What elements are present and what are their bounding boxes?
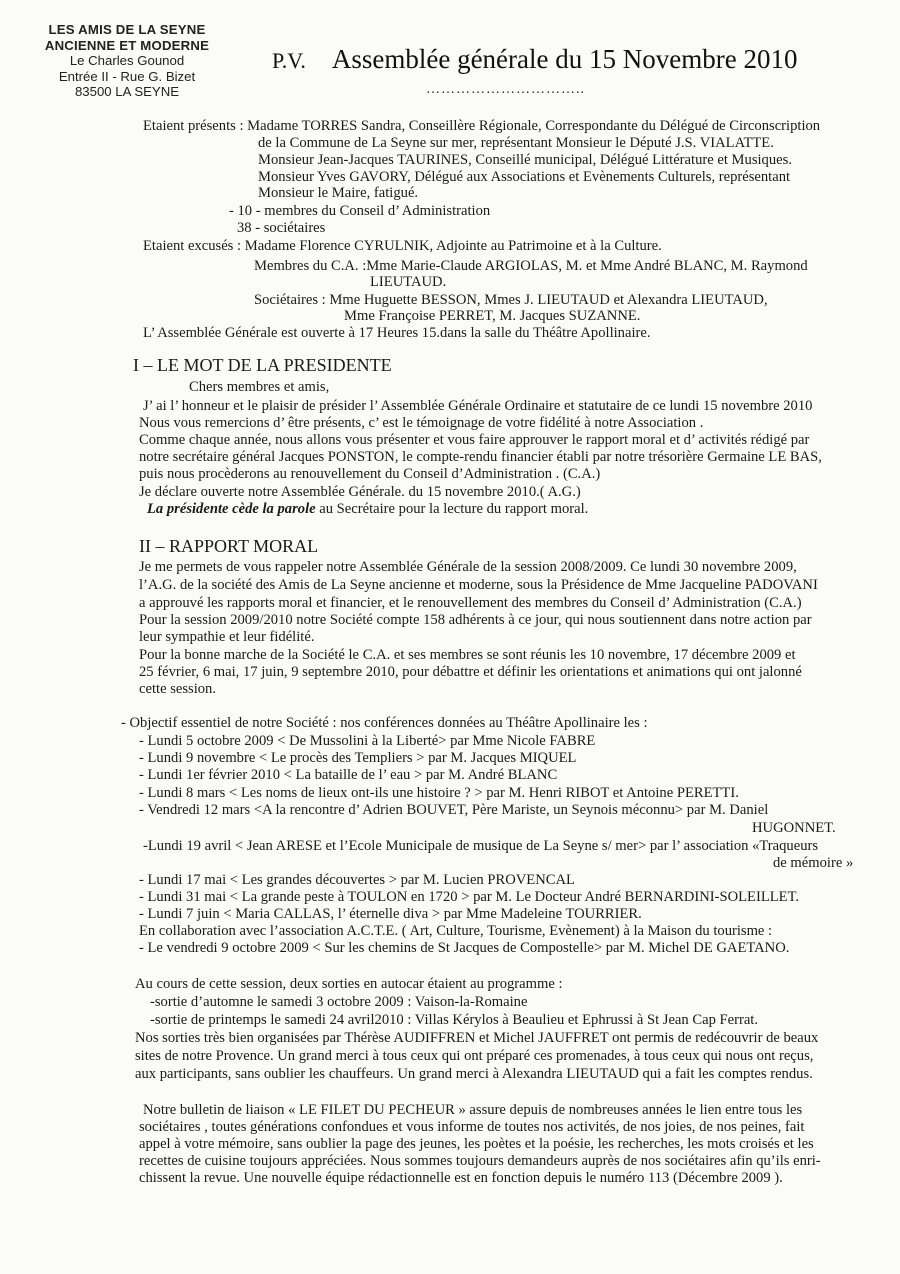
text-line: - 10 - membres du Conseil d’ Administration — [229, 203, 491, 219]
organization-letterhead — [22, 22, 232, 100]
org-address-line-1: Le Charles Gounod — [69, 53, 185, 68]
text-line: Comme chaque année, nous allons vous présenter et vous faire approuver le rapport moral et d’ activités rédigé par — [139, 432, 810, 448]
text-line: leur sympathie et leur fidélité. — [139, 629, 315, 645]
text-line: sites de notre Provence. Un grand merci à tous ceux qui ont préparé ces promenades, à tous ceux qui nous ont reçus, — [135, 1048, 814, 1064]
text-line: Chers membres et amis, — [189, 379, 330, 395]
text-line: l’A.G. de la société des Amis de La Seyne ancienne et moderne, sous la Présidence de Mme Jacqueline PADOVANI — [139, 577, 818, 593]
text-line: Nous vous remercions d’ être présents, c’ est le témoignage de votre fidélité à notre Association . — [139, 415, 704, 431]
text-line: - Objectif essentiel de notre Société : nos conférences données au Théâtre Apollinaire les : — [121, 715, 648, 731]
text-line: -sortie d’automne le samedi 3 octobre 2009 : Vaison-la-Romaine — [150, 994, 528, 1010]
text-line: - Lundi 17 mai < Les grandes découvertes > par M. Lucien PROVENCAL — [139, 872, 575, 888]
text-line: - Vendredi 12 mars <A la rencontre d’ Adrien BOUVET, Père Mariste, un Seynois méconnu> par M. Daniel — [139, 802, 769, 818]
text-line: Je me permets de vous rappeler notre Assemblée Générale de la session 2008/2009. Ce lundi 30 novembre 2009, — [139, 559, 797, 575]
org-address-line-3: 83500 LA SEYNE — [74, 84, 180, 99]
text-line: aux participants, sans oublier les chauffeurs. Un grand merci à Alexandra LIEUTAUD qui a fait les comptes rendus. — [135, 1066, 813, 1082]
title-text: Assemblée générale du 15 Novembre 2010 — [331, 44, 798, 74]
text-line: - Lundi 1er février 2010 < La bataille de l’ eau > par M. André BLANC — [139, 767, 558, 783]
text-line: HUGONNET. — [752, 820, 836, 836]
text-line: cette session. — [139, 681, 217, 697]
text-line: Monsieur le Maire, fatigué. — [258, 185, 419, 201]
text-line: En collaboration avec l’association A.C.T.E. ( Art, Culture, Tourisme, Evènement) à la Maison du tourisme : — [139, 923, 773, 939]
emphasis-text: La présidente cède la parole — [147, 501, 316, 517]
text-line: Sociétaires : Mme Huguette BESSON, Mmes J. LIEUTAUD et Alexandra LIEUTAUD, — [254, 292, 768, 308]
org-address-line-2: Entrée II - Rue G. Bizet — [58, 68, 196, 84]
document-title — [272, 44, 797, 75]
text-line: Pour la session 2009/2010 notre Société compte 158 adhérents à ce jour, qui nous soutiennent dans notre action par — [139, 612, 812, 628]
text-line: Membres du C.A. :Mme Marie-Claude ARGIOLAS, M. et Mme André BLANC, M. Raymond — [254, 258, 808, 274]
pv-label: P.V. — [272, 48, 306, 73]
text-line: L’ Assemblée Générale est ouverte à 17 Heures 15.dans la salle du Théâtre Apollinaire. — [143, 325, 651, 341]
text-line: Etaient présents : Madame TORRES Sandra, Conseillère Régionale, Correspondante du Délégué de Circonscription — [143, 118, 821, 134]
text-line: J’ ai l’ honneur et le plaisir de présider l’ Assemblée Générale Ordinaire et statutaire de ce lundi 15 novembre 2010 — [143, 398, 813, 414]
text-rest: au Secrétaire pour la lecture du rapport moral. — [315, 501, 589, 517]
text-line: - Le vendredi 9 octobre 2009 < Sur les chemins de St Jacques de Compostelle> par M. Michel DE GAETANO. — [139, 940, 790, 956]
text-line: de la Commune de La Seyne sur mer, représentant Monsieur le Député J.S. VIALATTE. — [258, 135, 774, 151]
text-line: - Lundi 31 mai < La grande peste à TOULON en 1720 > par M. Le Docteur André BERNARDINI-SOLEILLET. — [139, 889, 800, 905]
text-line: sociétaires , toutes générations confondues et vous informe de toutes nos activités, de nos joies, de nos peines, fait — [139, 1119, 805, 1135]
text-line: a approuvé les rapports moral et financier, et le renouvellement des membres du Conseil d’ Administration (C.A.) — [139, 595, 802, 611]
text-line: - Lundi 9 novembre < Le procès des Templiers > par M. Jacques MIQUEL — [139, 750, 577, 766]
text-line: 38 - sociétaires — [237, 220, 326, 236]
text-line: Monsieur Yves GAVORY, Délégué aux Associations et Evènements Culturels, représentant — [258, 169, 791, 185]
text-line: - Lundi 7 juin < Maria CALLAS, l’ éternelle diva > par Mme Madeleine TOURRIER. — [139, 906, 642, 922]
text-line: Notre bulletin de liaison « LE FILET DU PECHEUR » assure depuis de nombreuses années le lien entre tous les — [143, 1102, 803, 1118]
text-line: Je déclare ouverte notre Assemblée Générale. du 15 novembre 2010.( A.G.) — [139, 484, 581, 500]
section-heading: II – RAPPORT MORAL — [139, 536, 319, 556]
text-line: LIEUTAUD. — [370, 274, 447, 290]
text-line: Monsieur Jean-Jacques TAURINES, Conseillé municipal, Délégué Littérature et Musiques. — [258, 152, 792, 168]
text-line: chissent la revue. Une nouvelle équipe rédactionnelle est en fonction depuis le numéro 113 (Décembre 2009 ). — [139, 1170, 783, 1186]
text-line: - Lundi 8 mars < Les noms de lieux ont-ils une histoire ? > par M. Henri RIBOT et Antoine PERETTI. — [139, 785, 739, 801]
text-line: recettes de cuisine toujours appréciées. Nous sommes toujours demandeurs auprès de nos sociétaires afin qu’ils enri- — [139, 1153, 821, 1169]
text-line: notre secrétaire général Jacques PONSTON, le compte-rendu financier établi par notre trésorière Germaine LE BAS, — [139, 449, 822, 465]
section-heading: I – LE MOT DE LA PRESIDENTE — [133, 355, 392, 375]
text-line: Au cours de cette session, deux sorties en autocar étaient au programme : — [135, 976, 563, 992]
text-line: appel à votre mémoire, sans oublier la page des jeunes, les poètes et la poésie, les recherches, les mots croisés et les — [139, 1136, 814, 1152]
text-line: Nos sorties très bien organisées par Thérèse AUDIFFREN et Michel JAUFFRET ont permis de redécouvrir de beaux — [135, 1030, 819, 1046]
text-line: - Lundi 5 octobre 2009 < De Mussolini à la Liberté> par Mme Nicole FABRE — [139, 733, 596, 749]
text-line: Etaient excusés : Madame Florence CYRULNIK, Adjointe au Patrimoine et à la Culture. — [143, 238, 662, 254]
text-line: puis nous procèderons au renouvellement du Conseil d’Administration . (C.A.) — [139, 466, 601, 482]
text-line — [147, 501, 588, 518]
org-name-line-2: ANCIENNE ET MODERNE — [44, 37, 210, 53]
text-line: -Lundi 19 avril < Jean ARESE et l’Ecole Municipale de musique de La Seyne s/ mer> par l’ association «Traqueurs — [143, 838, 819, 854]
text-line: de mémoire » — [773, 855, 854, 871]
title-underline-dots: ………………………….. — [426, 82, 585, 97]
text-line: Mme Françoise PERRET, M. Jacques SUZANNE. — [344, 308, 641, 324]
text-line: Pour la bonne marche de la Société le C.A. et ses membres se sont réunis les 10 novembre, 17 décembre 2009 et — [139, 647, 796, 663]
text-line: -sortie de printemps le samedi 24 avril2010 : Villas Kérylos à Beaulieu et Ephrussi à St Jean Cap Ferrat. — [150, 1012, 759, 1028]
text-line: 25 février, 6 mai, 17 juin, 9 septembre 2010, pour débattre et définir les orientations et animations qui ont jalonné — [139, 664, 802, 680]
org-name-line-1: LES AMIS DE LA SEYNE — [48, 22, 206, 37]
